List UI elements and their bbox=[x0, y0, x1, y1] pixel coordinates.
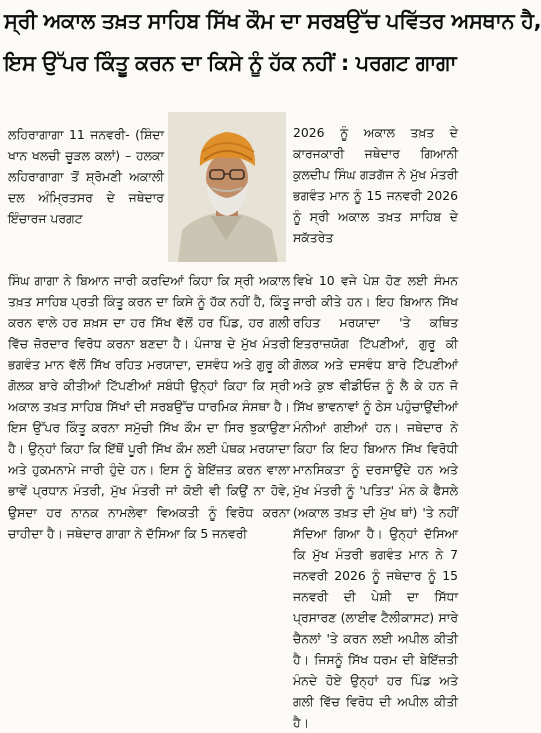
article-column-left-bottom bbox=[8, 270, 290, 544]
article-column-right-bottom bbox=[293, 270, 458, 733]
article-column-left-top bbox=[8, 124, 164, 229]
portrait-image bbox=[168, 112, 286, 262]
article-paragraph-intro: ਲਹਿਰਾਗਾਗਾ 11 ਜਨਵਰੀ- (ਸ਼ਿੰਦਾ ਖਾਨ ਖਲਚੀ ਚੂੜਲ ਕਲਾਂ) – ਹਲਕਾ ਲਹਿਰਾਗਾਗਾ ਤੋਂ ਸ਼੍ਰੋਮਣੀ ਅਕਾਲੀ ਦਲ ਅੰਮ੍ਰਿਤਸਰ ਦੇ ਜਥੇਦਾਰ ਇੰਚਾਰਜ ਪਰਗਟ bbox=[8, 127, 164, 227]
article-paragraph-right-body: ਵਿਖੇ 10 ਵਜੇ ਪੇਸ਼ ਹੋਣ ਲਈ ਸੰਮਨ ਜਾਰੀ ਕੀਤੇ ਹਨ। ਇਹ ਬਿਆਨ ਸਿੱਖ ਰਹਿਤ ਮਰਯਾਦਾ 'ਤੇ ਕਥਿਤ ਇਤਰਾਜ਼ਯੋਗ ਟਿੱਪਣੀਆਂ, ਗੁਰੂ ਕੀ ਗੋਲਕ ਅਤੇ ਦਸਵੰਧ ਬਾਰੇ ਟਿੱਪਣੀਆਂ ਅਤੇ ਕੁਝ ਵੀਡੀਓਜ਼ ਨੂੰ ਲੈ ਕੇ ਹਨ ਜੋ ਸਿੱਖ ਭਾਵਨਾਵਾਂ ਨੂੰ ਠੇਸ ਪਹੁੰਚਾਉਂਦੀਆਂ ਮੰਨੀਆਂ ਗਈਆਂ ਹਨ। ਜਥੇਦਾਰ ਨੇ ਕਿਹਾ ਕਿ ਇਹ ਬਿਆਨ ਸਿੱਖ ਵਿਰੋਧੀ ਮਾਨਸਿਕਤਾ ਨੂੰ ਦਰਸਾਉਂਦੇ ਹਨ ਅਤੇ ਮੁੱਖ ਮੰਤਰੀ ਨੂੰ 'ਪਤਿਤ' ਮੰਨ ਕੇ ਫੈਸਲੇ (ਅਕਾਲ ਤਖ਼ਤ ਦੀ ਮੁੱਖ ਥਾਂ) 'ਤੇ ਨਹੀਂ ਸੱਦਿਆ ਗਿਆ ਹੈ। ਉਨ੍ਹਾਂ ਦੱਸਿਆ ਕਿ ਮੁੱਖ ਮੰਤਰੀ ਭਗਵੰਤ ਮਾਨ ਨੇ 7 ਜਨਵਰੀ 2026 ਨੂੰ ਜਥੇਦਾਰ ਨੂੰ 15 ਜਨਵਰੀ ਦੀ ਪੇਸ਼ੀ ਦਾ ਸਿੱਧਾ ਪ੍ਰਸਾਰਣ (ਲਾਈਵ ਟੈਲੀਕਾਸਟ) ਸਾਰੇ ਚੈਨਲਾਂ 'ਤੇ ਕਰਨ ਲਈ ਅਪੀਲ ਕੀਤੀ ਹੈ। ਜਿਸਨੂੰ ਸਿੱਖ ਧਰਮ ਦੀ ਬੇਇੱਜ਼ਤੀ ਮੰਨਦੇ ਹੋਏ ਉਨ੍ਹਾਂ ਹਰ ਪਿੰਡ ਅਤੇ ਗਲੀ ਵਿੱਚ ਵਿਰੋਧ ਦੀ ਅਪੀਲ ਕੀਤੀ ਹੈ। bbox=[293, 273, 458, 730]
article-column-right-top bbox=[293, 122, 458, 248]
headline-line-1: ਸ੍ਰੀ ਅਕਾਲ ਤਖ਼ਤ ਸਾਹਿਬ ਸਿੱਖ ਕੌਮ ਦਾ ਸਰਬਉੱਚ ਪਵਿੱਤਰ ਅਸਥਾਨ ਹੈ, bbox=[4, 9, 541, 33]
article-paragraph-left-body: ਸਿੰਘ ਗਾਗਾ ਨੇ ਬਿਆਨ ਜਾਰੀ ਕਰਦਿਆਂ ਕਿਹਾ ਕਿ ਸ੍ਰੀ ਅਕਾਲ ਤਖ਼ਤ ਸਾਹਿਬ ਪ੍ਰਤੀ ਕਿੰਤੂ ਕਰਨ ਦਾ ਕਿਸੇ ਨੂੰ ਹੱਕ ਨਹੀਂ ਹੈ, ਕਿੰਤੂ ਕਰਨ ਵਾਲੇ ਹਰ ਸ਼ਖ਼ਸ ਦਾ ਹਰ ਸਿੱਖ ਵੱਲੋਂ ਹਰ ਪਿੰਡ, ਹਰ ਗਲੀ ਵਿੱਚ ਜ਼ੋਰਦਾਰ ਵਿਰੋਧ ਕਰਨਾ ਬਣਦਾ ਹੈ। ਪੰਜਾਬ ਦੇ ਮੁੱਖ ਮੰਤਰੀ ਭਗਵੰਤ ਮਾਨ ਵੱਲੋਂ ਸਿੱਖ ਰਹਿਤ ਮਰਯਾਦਾ, ਦਸਵੰਧ ਅਤੇ ਗੁਰੂ ਕੀ ਗੋਲਕ ਬਾਰੇ ਕੀਤੀਆਂ ਟਿੱਪਣੀਆਂ ਸਬੰਧੀ ਉਨ੍ਹਾਂ ਕਿਹਾ ਕਿ ਸ੍ਰੀ ਅਕਾਲ ਤਖ਼ਤ ਸਾਹਿਬ ਸਿੱਖਾਂ ਦੀ ਸਰਬਉੱਚ ਧਾਰਮਿਕ ਸੰਸਥਾ ਹੈ। ਇਸ ਉੱਪਰ ਕਿੰਤੂ ਕਰਨਾ ਸਮੁੱਚੀ ਸਿੱਖ ਕੌਮ ਦਾ ਸਿਰ ਝੁਕਾਉਣਾ ਹੈ। ਉਨ੍ਹਾਂ ਕਿਹਾ ਕਿ ਇੱਥੋਂ ਪੂਰੀ ਸਿੱਖ ਕੌਮ ਲਈ ਪੰਥਕ ਮਰਯਾਦਾ ਅਤੇ ਹੁਕਮਨਾਮੇ ਜਾਰੀ ਹੁੰਦੇ ਹਨ। ਇਸ ਨੂੰ ਬੇਇੱਜ਼ਤ ਕਰਨ ਵਾਲਾ ਭਾਵੇਂ ਪ੍ਰਧਾਨ ਮੰਤਰੀ, ਮੁੱਖ ਮੰਤਰੀ ਜਾਂ ਕੋਈ ਵੀ ਕਿਉਂ ਨਾ ਹੋਵੇ, ਉਸਦਾ ਹਰ ਨਾਨਕ ਨਾਮਲੇਵਾ ਵਿਅਕਤੀ ਨੂੰ ਵਿਰੋਧ ਕਰਨਾ ਚਾਹੀਦਾ ਹੈ। ਜਥੇਦਾਰ ਗਾਗਾ ਨੇ ਦੱਸਿਆ ਕਿ 5 ਜਨਵਰੀ bbox=[8, 273, 290, 541]
article-paragraph-right-top: 2026 ਨੂੰ ਅਕਾਲ ਤਖ਼ਤ ਦੇ ਕਾਰਜਕਾਰੀ ਜਥੇਦਾਰ ਗਿਆਨੀ ਕੁਲਦੀਪ ਸਿੰਘ ਗੜਗੱਜ ਨੇ ਮੁੱਖ ਮੰਤਰੀ ਭਗਵੰਤ ਮਾਨ ਨੂੰ 15 ਜਨਵਰੀ 2026 ਨੂੰ ਸ੍ਰੀ ਅਕਾਲ ਤਖ਼ਤ ਸਾਹਿਬ ਦੇ ਸਕੱਤਰੇਤ bbox=[293, 125, 458, 246]
headline-line-2: ਇਸ ਉੱਪਰ ਕਿੰਤੂ ਕਰਨ ਦਾ ਕਿਸੇ ਨੂੰ ਹੱਕ ਨਹੀਂ : ਪਰਗਟ ਗਾਗਾ bbox=[4, 51, 457, 75]
headline bbox=[0, 0, 541, 104]
portrait-photo bbox=[168, 112, 286, 262]
